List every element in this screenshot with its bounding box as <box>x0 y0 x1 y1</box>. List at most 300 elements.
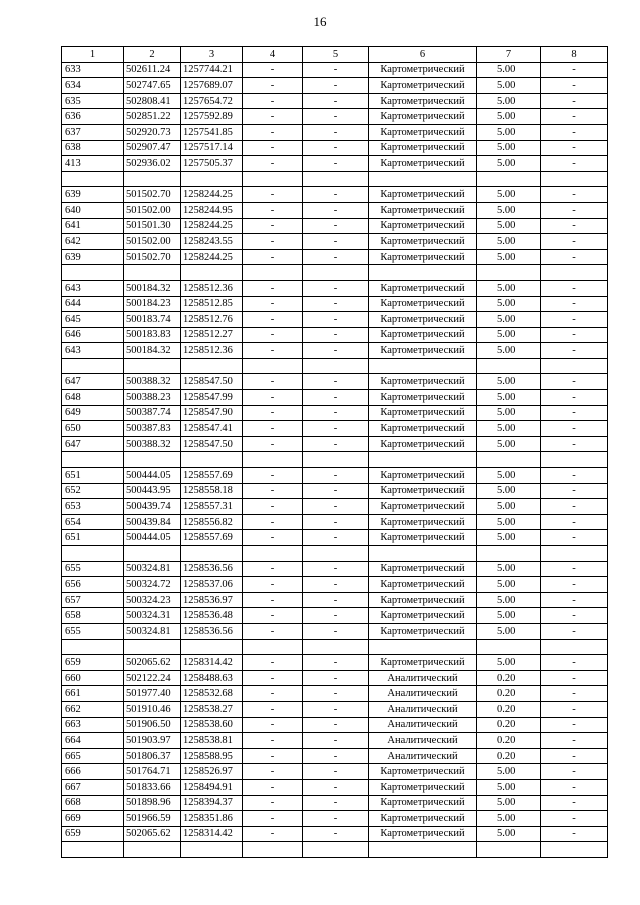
point-number-cell: 645 <box>62 312 124 328</box>
x-coordinate-cell: 501502.70 <box>124 187 181 203</box>
y-coordinate-cell: 1258351.86 <box>181 811 243 827</box>
accuracy-cell: 5.00 <box>477 156 541 172</box>
y-coordinate-cell: 1258547.50 <box>181 436 243 452</box>
empty-cell <box>124 171 181 187</box>
point-number-cell: 647 <box>62 436 124 452</box>
method-cell: Картометрический <box>369 514 477 530</box>
x-coordinate-cell: 502936.02 <box>124 156 181 172</box>
empty-cell <box>243 452 303 468</box>
empty-cell <box>124 265 181 281</box>
spacer-row <box>62 842 608 858</box>
column-5-cell: - <box>303 655 369 671</box>
column-5-cell: - <box>303 93 369 109</box>
method-cell: Картометрический <box>369 499 477 515</box>
method-cell: Картометрический <box>369 78 477 94</box>
empty-cell <box>62 452 124 468</box>
table-row <box>62 62 608 78</box>
column-8-cell: - <box>541 202 608 218</box>
y-coordinate-cell: 1258557.69 <box>181 468 243 484</box>
y-coordinate-cell: 1258547.50 <box>181 374 243 390</box>
accuracy-cell: 5.00 <box>477 218 541 234</box>
column-8-cell: - <box>541 343 608 359</box>
empty-cell <box>181 265 243 281</box>
column-8-cell: - <box>541 483 608 499</box>
method-cell: Картометрический <box>369 405 477 421</box>
table-row <box>62 374 608 390</box>
column-8-cell: - <box>541 436 608 452</box>
column-5-cell: - <box>303 623 369 639</box>
point-number-cell: 663 <box>62 717 124 733</box>
column-8-cell: - <box>541 779 608 795</box>
y-coordinate-cell: 1258243.55 <box>181 234 243 250</box>
y-coordinate-cell: 1258536.56 <box>181 623 243 639</box>
column-8-cell: - <box>541 733 608 749</box>
x-coordinate-cell: 500183.74 <box>124 312 181 328</box>
empty-cell <box>62 842 124 858</box>
accuracy-cell: 5.00 <box>477 592 541 608</box>
column-4-cell: - <box>243 202 303 218</box>
accuracy-cell: 5.00 <box>477 93 541 109</box>
column-8-cell: - <box>541 795 608 811</box>
method-cell: Картометрический <box>369 483 477 499</box>
table-row <box>62 405 608 421</box>
accuracy-cell: 5.00 <box>477 795 541 811</box>
column-5-cell: - <box>303 811 369 827</box>
column-4-cell: - <box>243 779 303 795</box>
column-8-cell: - <box>541 686 608 702</box>
column-8-cell: - <box>541 421 608 437</box>
point-number-cell: 647 <box>62 374 124 390</box>
empty-cell <box>477 265 541 281</box>
accuracy-cell: 5.00 <box>477 327 541 343</box>
point-number-cell: 662 <box>62 701 124 717</box>
empty-cell <box>541 842 608 858</box>
empty-cell <box>243 358 303 374</box>
accuracy-cell: 0.20 <box>477 686 541 702</box>
column-header: 3 <box>181 47 243 63</box>
accuracy-cell: 5.00 <box>477 312 541 328</box>
spacer-row <box>62 171 608 187</box>
method-cell: Картометрический <box>369 156 477 172</box>
column-8-cell: - <box>541 608 608 624</box>
y-coordinate-cell: 1258512.85 <box>181 296 243 312</box>
column-4-cell: - <box>243 218 303 234</box>
method-cell: Картометрический <box>369 811 477 827</box>
empty-cell <box>369 546 477 562</box>
table-row <box>62 78 608 94</box>
table-row <box>62 717 608 733</box>
y-coordinate-cell: 1258538.81 <box>181 733 243 749</box>
column-header: 1 <box>62 47 124 63</box>
y-coordinate-cell: 1257541.85 <box>181 124 243 140</box>
empty-cell <box>243 171 303 187</box>
y-coordinate-cell: 1257689.07 <box>181 78 243 94</box>
column-4-cell: - <box>243 514 303 530</box>
empty-cell <box>541 546 608 562</box>
x-coordinate-cell: 500388.32 <box>124 374 181 390</box>
empty-cell <box>477 452 541 468</box>
column-5-cell: - <box>303 779 369 795</box>
table-row <box>62 670 608 686</box>
point-number-cell: 633 <box>62 62 124 78</box>
accuracy-cell: 0.20 <box>477 670 541 686</box>
x-coordinate-cell: 501977.40 <box>124 686 181 702</box>
x-coordinate-cell: 502065.62 <box>124 655 181 671</box>
empty-cell <box>303 639 369 655</box>
method-cell: Картометрический <box>369 374 477 390</box>
column-8-cell: - <box>541 218 608 234</box>
empty-cell <box>477 171 541 187</box>
point-number-cell: 655 <box>62 561 124 577</box>
accuracy-cell: 5.00 <box>477 623 541 639</box>
column-8-cell: - <box>541 62 608 78</box>
column-4-cell: - <box>243 124 303 140</box>
column-5-cell: - <box>303 530 369 546</box>
column-8-cell: - <box>541 577 608 593</box>
accuracy-cell: 5.00 <box>477 421 541 437</box>
empty-cell <box>477 639 541 655</box>
empty-cell <box>62 546 124 562</box>
x-coordinate-cell: 500324.81 <box>124 623 181 639</box>
column-4-cell: - <box>243 717 303 733</box>
column-4-cell: - <box>243 93 303 109</box>
y-coordinate-cell: 1258314.42 <box>181 826 243 842</box>
point-number-cell: 413 <box>62 156 124 172</box>
column-4-cell: - <box>243 249 303 265</box>
table-row <box>62 530 608 546</box>
column-8-cell: - <box>541 109 608 125</box>
empty-cell <box>124 639 181 655</box>
empty-cell <box>369 171 477 187</box>
method-cell: Картометрический <box>369 390 477 406</box>
empty-cell <box>303 452 369 468</box>
point-number-cell: 639 <box>62 249 124 265</box>
y-coordinate-cell: 1258558.18 <box>181 483 243 499</box>
method-cell: Картометрический <box>369 296 477 312</box>
table-row <box>62 468 608 484</box>
method-cell: Картометрический <box>369 608 477 624</box>
table-row <box>62 234 608 250</box>
empty-cell <box>303 842 369 858</box>
accuracy-cell: 5.00 <box>477 140 541 156</box>
column-4-cell: - <box>243 530 303 546</box>
x-coordinate-cell: 500387.83 <box>124 421 181 437</box>
method-cell: Аналитический <box>369 701 477 717</box>
accuracy-cell: 5.00 <box>477 234 541 250</box>
y-coordinate-cell: 1258536.56 <box>181 561 243 577</box>
column-8-cell: - <box>541 124 608 140</box>
column-8-cell: - <box>541 764 608 780</box>
column-4-cell: - <box>243 374 303 390</box>
y-coordinate-cell: 1258512.76 <box>181 312 243 328</box>
table-row <box>62 779 608 795</box>
column-5-cell: - <box>303 343 369 359</box>
x-coordinate-cell: 500183.83 <box>124 327 181 343</box>
column-header: 6 <box>369 47 477 63</box>
accuracy-cell: 5.00 <box>477 124 541 140</box>
method-cell: Картометрический <box>369 795 477 811</box>
empty-cell <box>369 842 477 858</box>
x-coordinate-cell: 500388.32 <box>124 436 181 452</box>
x-coordinate-cell: 502065.62 <box>124 826 181 842</box>
x-coordinate-cell: 501502.00 <box>124 202 181 218</box>
column-5-cell: - <box>303 280 369 296</box>
accuracy-cell: 5.00 <box>477 62 541 78</box>
x-coordinate-cell: 501898.96 <box>124 795 181 811</box>
column-8-cell: - <box>541 390 608 406</box>
column-4-cell: - <box>243 468 303 484</box>
table-row <box>62 218 608 234</box>
method-cell: Картометрический <box>369 421 477 437</box>
method-cell: Картометрический <box>369 561 477 577</box>
x-coordinate-cell: 502808.41 <box>124 93 181 109</box>
column-8-cell: - <box>541 93 608 109</box>
x-coordinate-cell: 501966.59 <box>124 811 181 827</box>
column-4-cell: - <box>243 686 303 702</box>
column-5-cell: - <box>303 748 369 764</box>
method-cell: Аналитический <box>369 733 477 749</box>
column-4-cell: - <box>243 499 303 515</box>
y-coordinate-cell: 1258536.97 <box>181 592 243 608</box>
column-4-cell: - <box>243 421 303 437</box>
y-coordinate-cell: 1258547.90 <box>181 405 243 421</box>
table-row <box>62 109 608 125</box>
coordinates-table <box>61 46 608 858</box>
table-row <box>62 686 608 702</box>
column-4-cell: - <box>243 109 303 125</box>
column-8-cell: - <box>541 514 608 530</box>
accuracy-cell: 5.00 <box>477 499 541 515</box>
table-row <box>62 592 608 608</box>
point-number-cell: 652 <box>62 483 124 499</box>
y-coordinate-cell: 1258557.69 <box>181 530 243 546</box>
accuracy-cell: 5.00 <box>477 390 541 406</box>
x-coordinate-cell: 500439.84 <box>124 514 181 530</box>
accuracy-cell: 5.00 <box>477 343 541 359</box>
method-cell: Аналитический <box>369 748 477 764</box>
table-row <box>62 655 608 671</box>
column-4-cell: - <box>243 577 303 593</box>
table-row <box>62 187 608 203</box>
empty-cell <box>124 842 181 858</box>
y-coordinate-cell: 1258314.42 <box>181 655 243 671</box>
method-cell: Картометрический <box>369 592 477 608</box>
point-number-cell: 649 <box>62 405 124 421</box>
table-row <box>62 811 608 827</box>
column-5-cell: - <box>303 234 369 250</box>
accuracy-cell: 0.20 <box>477 717 541 733</box>
point-number-cell: 650 <box>62 421 124 437</box>
column-8-cell: - <box>541 655 608 671</box>
table-row <box>62 795 608 811</box>
table-row <box>62 140 608 156</box>
x-coordinate-cell: 500324.81 <box>124 561 181 577</box>
table-row <box>62 421 608 437</box>
y-coordinate-cell: 1258244.25 <box>181 249 243 265</box>
empty-cell <box>124 546 181 562</box>
point-number-cell: 669 <box>62 811 124 827</box>
column-8-cell: - <box>541 140 608 156</box>
point-number-cell: 636 <box>62 109 124 125</box>
column-8-cell: - <box>541 468 608 484</box>
empty-cell <box>303 265 369 281</box>
x-coordinate-cell: 500444.05 <box>124 468 181 484</box>
x-coordinate-cell: 500444.05 <box>124 530 181 546</box>
column-4-cell: - <box>243 280 303 296</box>
accuracy-cell: 5.00 <box>477 577 541 593</box>
point-number-cell: 668 <box>62 795 124 811</box>
table-body <box>62 47 608 858</box>
method-cell: Картометрический <box>369 187 477 203</box>
column-5-cell: - <box>303 124 369 140</box>
method-cell: Картометрический <box>369 249 477 265</box>
method-cell: Картометрический <box>369 218 477 234</box>
column-4-cell: - <box>243 483 303 499</box>
table-row <box>62 93 608 109</box>
x-coordinate-cell: 500184.23 <box>124 296 181 312</box>
empty-cell <box>181 546 243 562</box>
column-4-cell: - <box>243 187 303 203</box>
header-row <box>62 47 608 63</box>
table-row <box>62 327 608 343</box>
accuracy-cell: 5.00 <box>477 109 541 125</box>
method-cell: Картометрический <box>369 764 477 780</box>
point-number-cell: 651 <box>62 468 124 484</box>
column-4-cell: - <box>243 826 303 842</box>
x-coordinate-cell: 500184.32 <box>124 343 181 359</box>
point-number-cell: 655 <box>62 623 124 639</box>
y-coordinate-cell: 1258526.97 <box>181 764 243 780</box>
y-coordinate-cell: 1258547.99 <box>181 390 243 406</box>
y-coordinate-cell: 1258488.63 <box>181 670 243 686</box>
y-coordinate-cell: 1258394.37 <box>181 795 243 811</box>
empty-cell <box>181 842 243 858</box>
column-8-cell: - <box>541 156 608 172</box>
y-coordinate-cell: 1258244.95 <box>181 202 243 218</box>
method-cell: Картометрический <box>369 436 477 452</box>
column-5-cell: - <box>303 717 369 733</box>
point-number-cell: 659 <box>62 655 124 671</box>
column-8-cell: - <box>541 717 608 733</box>
column-5-cell: - <box>303 795 369 811</box>
column-5-cell: - <box>303 499 369 515</box>
column-5-cell: - <box>303 109 369 125</box>
method-cell: Картометрический <box>369 468 477 484</box>
accuracy-cell: 5.00 <box>477 296 541 312</box>
accuracy-cell: 5.00 <box>477 405 541 421</box>
accuracy-cell: 5.00 <box>477 779 541 795</box>
table-row <box>62 124 608 140</box>
column-8-cell: - <box>541 748 608 764</box>
column-5-cell: - <box>303 140 369 156</box>
column-5-cell: - <box>303 187 369 203</box>
empty-cell <box>62 358 124 374</box>
column-4-cell: - <box>243 655 303 671</box>
empty-cell <box>181 171 243 187</box>
accuracy-cell: 5.00 <box>477 374 541 390</box>
x-coordinate-cell: 502920.73 <box>124 124 181 140</box>
column-8-cell: - <box>541 374 608 390</box>
y-coordinate-cell: 1257592.89 <box>181 109 243 125</box>
table-row <box>62 390 608 406</box>
point-number-cell: 651 <box>62 530 124 546</box>
column-5-cell: - <box>303 686 369 702</box>
point-number-cell: 656 <box>62 577 124 593</box>
x-coordinate-cell: 501910.46 <box>124 701 181 717</box>
y-coordinate-cell: 1257517.14 <box>181 140 243 156</box>
column-header: 2 <box>124 47 181 63</box>
x-coordinate-cell: 500387.74 <box>124 405 181 421</box>
table-row <box>62 577 608 593</box>
point-number-cell: 640 <box>62 202 124 218</box>
column-4-cell: - <box>243 327 303 343</box>
column-4-cell: - <box>243 390 303 406</box>
empty-cell <box>541 171 608 187</box>
column-5-cell: - <box>303 514 369 530</box>
y-coordinate-cell: 1258244.25 <box>181 187 243 203</box>
column-4-cell: - <box>243 62 303 78</box>
empty-cell <box>369 265 477 281</box>
accuracy-cell: 5.00 <box>477 764 541 780</box>
accuracy-cell: 5.00 <box>477 483 541 499</box>
column-5-cell: - <box>303 374 369 390</box>
column-5-cell: - <box>303 483 369 499</box>
x-coordinate-cell: 500324.23 <box>124 592 181 608</box>
point-number-cell: 659 <box>62 826 124 842</box>
point-number-cell: 639 <box>62 187 124 203</box>
method-cell: Картометрический <box>369 109 477 125</box>
column-4-cell: - <box>243 592 303 608</box>
point-number-cell: 646 <box>62 327 124 343</box>
point-number-cell: 661 <box>62 686 124 702</box>
method-cell: Картометрический <box>369 312 477 328</box>
column-5-cell: - <box>303 592 369 608</box>
column-5-cell: - <box>303 202 369 218</box>
accuracy-cell: 5.00 <box>477 202 541 218</box>
point-number-cell: 634 <box>62 78 124 94</box>
column-4-cell: - <box>243 405 303 421</box>
y-coordinate-cell: 1258512.36 <box>181 280 243 296</box>
column-8-cell: - <box>541 623 608 639</box>
spacer-row <box>62 265 608 281</box>
column-5-cell: - <box>303 405 369 421</box>
x-coordinate-cell: 501502.00 <box>124 234 181 250</box>
column-header: 4 <box>243 47 303 63</box>
table-row <box>62 733 608 749</box>
accuracy-cell: 5.00 <box>477 187 541 203</box>
method-cell: Картометрический <box>369 779 477 795</box>
x-coordinate-cell: 502747.65 <box>124 78 181 94</box>
table-row <box>62 249 608 265</box>
method-cell: Картометрический <box>369 530 477 546</box>
x-coordinate-cell: 500388.23 <box>124 390 181 406</box>
point-number-cell: 653 <box>62 499 124 515</box>
method-cell: Картометрический <box>369 234 477 250</box>
empty-cell <box>303 358 369 374</box>
table-row <box>62 623 608 639</box>
empty-cell <box>477 842 541 858</box>
empty-cell <box>369 452 477 468</box>
method-cell: Картометрический <box>369 577 477 593</box>
column-5-cell: - <box>303 670 369 686</box>
point-number-cell: 635 <box>62 93 124 109</box>
point-number-cell: 657 <box>62 592 124 608</box>
accuracy-cell: 5.00 <box>477 249 541 265</box>
column-5-cell: - <box>303 218 369 234</box>
column-8-cell: - <box>541 78 608 94</box>
point-number-cell: 642 <box>62 234 124 250</box>
x-coordinate-cell: 500324.31 <box>124 608 181 624</box>
